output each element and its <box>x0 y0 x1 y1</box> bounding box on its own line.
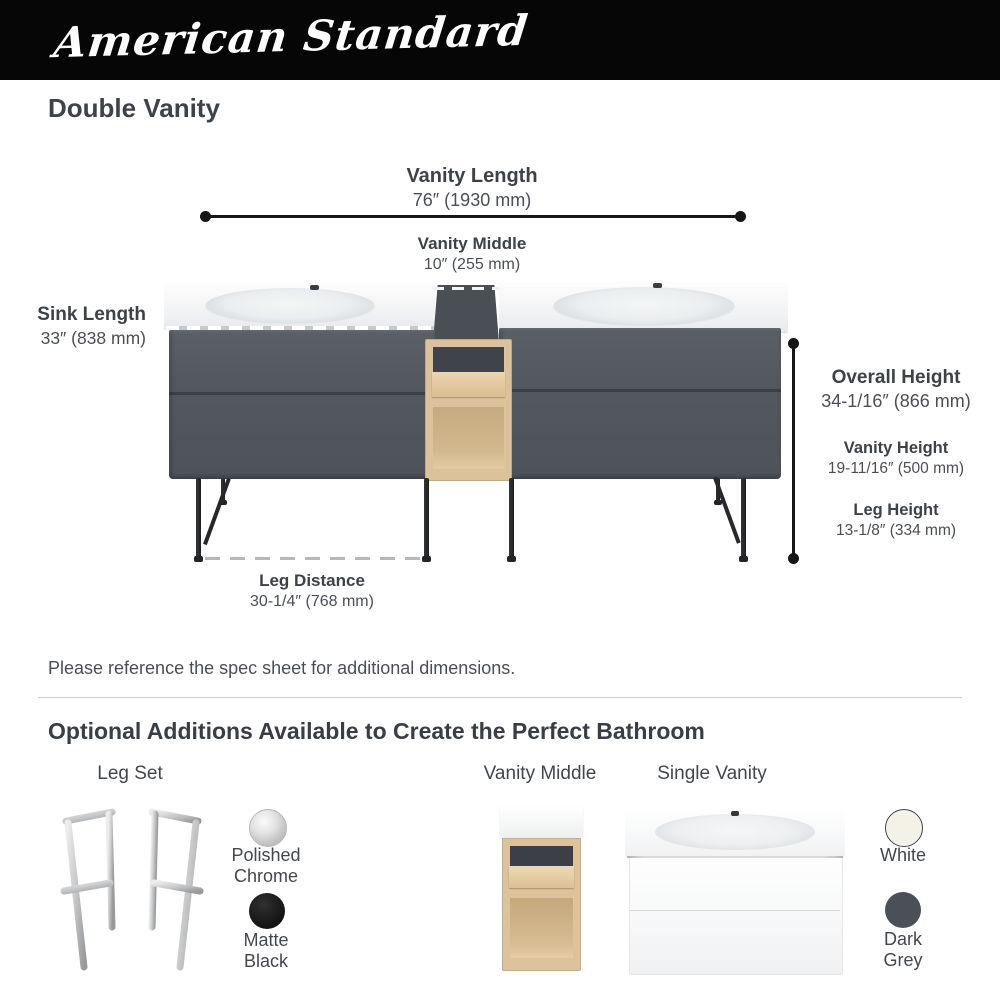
vanity-middle-countertop <box>500 806 583 838</box>
option-label-leg-set: Leg Set <box>97 763 163 784</box>
dimension-label: Leg Distance <box>259 571 365 590</box>
dimension-label: Leg Height <box>853 501 939 519</box>
dimension-label: Vanity Length <box>406 165 538 187</box>
vanity-middle-top-compartment <box>510 846 573 868</box>
left-sink-basin <box>205 288 375 324</box>
dimension-vanity-length <box>272 165 672 211</box>
option-label-vanity-middle: Vanity Middle <box>483 763 597 784</box>
dimension-line-endpoint <box>788 553 799 564</box>
dimension-value: 10″ (255 mm) <box>423 256 521 273</box>
vanity-leg-brace <box>203 478 231 545</box>
shelf-bottom-compartment <box>433 407 504 469</box>
single-vanity-cabinet <box>629 858 843 975</box>
finish-label: White <box>879 845 926 865</box>
right-sink-basin <box>553 287 735 326</box>
options-section-heading: Optional Additions Available to Create the Perfect Bathroom <box>48 718 705 744</box>
section-divider <box>38 697 962 698</box>
finish-label: Polished Chrome <box>231 845 301 887</box>
dimension-label: Sink Length <box>37 304 146 325</box>
brand-header-bar <box>0 0 1000 80</box>
dimension-value: 13-1/8″ (334 mm) <box>835 522 957 539</box>
vanity-middle-open-compartment <box>510 898 573 958</box>
leg-foot <box>739 556 748 562</box>
leg-foot <box>714 500 722 505</box>
dimension-sink-length <box>0 304 146 349</box>
dimension-value: 33″ (838 mm) <box>40 328 146 348</box>
vanity-middle-top-panel <box>433 285 499 342</box>
single-vanity-basin <box>655 814 815 850</box>
dimension-value: 76″ (1930 mm) <box>412 190 532 210</box>
leg-set-illustration <box>52 795 212 975</box>
right-drawer-groove <box>499 389 781 392</box>
single-vanity-drawer-split <box>630 910 840 911</box>
left-faucet-hole <box>310 285 319 290</box>
dimension-vanity-middle <box>272 234 672 274</box>
dimension-value: 34-1/16″ (866 mm) <box>821 391 971 411</box>
vanity-middle-pullout-shelf <box>509 866 574 888</box>
dimension-line-endpoint <box>788 338 799 349</box>
finish-swatch-white <box>885 809 923 847</box>
leg-foot <box>422 556 431 562</box>
vanity-leg <box>741 478 746 558</box>
vanity-leg <box>424 478 429 558</box>
brand-logo: American Standard <box>51 5 531 68</box>
finish-swatch-matte-black <box>249 893 285 929</box>
right-faucet-hole <box>653 283 662 288</box>
leg-distance-dashed-line <box>205 557 427 560</box>
finish-label: Matte Black <box>243 930 289 972</box>
dimension-value: 30-1/4″ (768 mm) <box>250 593 374 610</box>
left-drawer-groove <box>169 392 435 395</box>
dimension-leg-height <box>730 501 1000 540</box>
finish-swatch-dark-grey <box>885 892 921 928</box>
option-label-single-vanity: Single Vanity <box>657 763 767 784</box>
spec-sheet-note: Please reference the spec sheet for additional dimensions. <box>48 658 516 678</box>
left-vanity-cabinet <box>169 330 435 479</box>
dimension-label: Overall Height <box>831 367 961 388</box>
dimension-value: 19-11/16″ (500 mm) <box>827 460 965 477</box>
finish-label: Dark Grey <box>883 929 923 971</box>
vanity-middle-dashed-marker <box>432 287 500 290</box>
vanity-leg <box>196 478 201 558</box>
leg-foot <box>194 556 203 562</box>
single-vanity-faucet-hole <box>731 811 739 816</box>
dimension-label: Vanity Middle <box>417 234 527 253</box>
leg-foot <box>507 556 516 562</box>
leg-foot <box>219 500 227 505</box>
overall-height-dimension-line <box>792 343 795 558</box>
finish-swatch-polished-chrome <box>249 809 287 847</box>
dimension-line-endpoint <box>200 211 211 222</box>
dimension-leg-distance <box>162 571 462 611</box>
dimension-line-endpoint <box>735 211 746 222</box>
pullout-shelf <box>432 372 505 397</box>
vanity-leg <box>509 478 514 558</box>
dimension-label: Vanity Height <box>843 439 949 457</box>
shelf-top-compartment <box>433 347 504 372</box>
vanity-length-dimension-line <box>205 215 741 218</box>
right-vanity-cabinet <box>499 328 781 479</box>
page-title: Double Vanity <box>48 93 220 123</box>
